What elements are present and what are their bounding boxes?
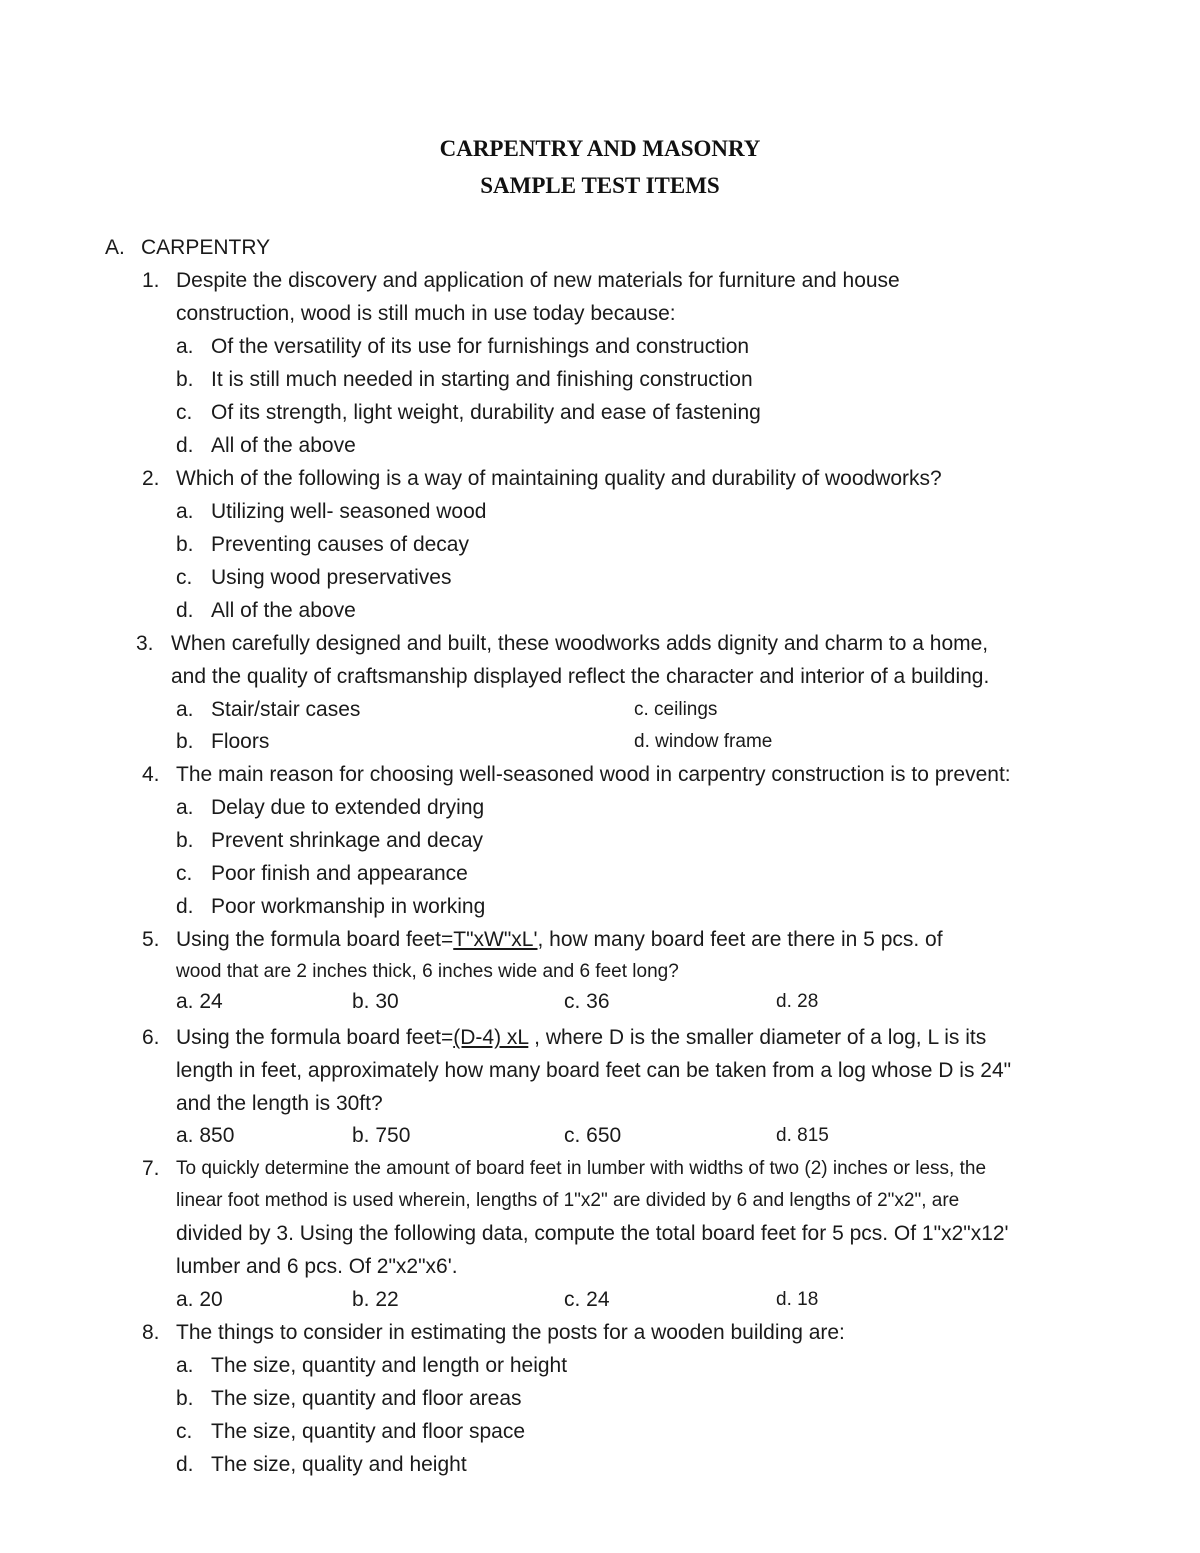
question-text-segment: , where D is the smaller diameter of a log, L is its — [528, 1026, 987, 1049]
option-text: d. window frame — [634, 731, 773, 752]
question-text: length in feet, approximately how many board feet can be taken from a log whose D is 24" — [176, 1059, 1012, 1082]
option-letter: a. — [176, 796, 194, 819]
question-text: construction, wood is still much in use today because: — [176, 302, 676, 325]
section-marker: A. — [105, 236, 125, 259]
formula: T"xW"xL' — [453, 928, 538, 951]
answer-choice: a. 850 — [176, 1124, 235, 1147]
option-text: The size, quantity and length or height — [211, 1354, 568, 1377]
option-letter: a. — [176, 500, 194, 523]
question-text: wood that are 2 inches thick, 6 inches wide and 6 feet long? — [176, 961, 679, 982]
question-text: The main reason for choosing well-seasoned wood in carpentry construction is to prevent: — [176, 763, 1011, 786]
option-text: It is still much needed in starting and finishing construction — [211, 368, 753, 391]
question-text: and the length is 30ft? — [176, 1092, 383, 1115]
question-number: 1. — [142, 269, 160, 292]
option-letter: b. — [176, 829, 194, 852]
question-number: 8. — [142, 1321, 160, 1344]
question-text: and the quality of craftsmanship displayed reflect the character and interior of a building. — [171, 665, 990, 688]
option-text: Using wood preservatives — [211, 566, 452, 589]
question-number: 7. — [142, 1157, 160, 1180]
answer-choice: b. 22 — [352, 1288, 399, 1311]
answer-choice: d. 28 — [776, 991, 819, 1012]
answer-choice: b. 750 — [352, 1124, 411, 1147]
option-letter: c. — [176, 566, 193, 589]
option-letter: c. — [176, 862, 193, 885]
question-text: lumber and 6 pcs. Of 2"x2"x6'. — [176, 1255, 458, 1278]
option-text: The size, quantity and floor space — [211, 1420, 526, 1443]
answer-choice: d. 18 — [776, 1289, 819, 1310]
answer-choice: c. 36 — [564, 990, 610, 1013]
question-number: 3. — [136, 632, 154, 655]
option-text: Utilizing well- seasoned wood — [211, 500, 487, 523]
option-text: Of its strength, light weight, durability and ease of fastening — [211, 401, 761, 424]
question-text — [176, 1027, 986, 1048]
option-letter: d. — [176, 1453, 194, 1476]
section-name: CARPENTRY — [141, 236, 271, 259]
question-number: 5. — [142, 928, 160, 951]
option-letter: d. — [176, 895, 194, 918]
option-text: All of the above — [211, 599, 356, 622]
option-letter: b. — [176, 533, 194, 556]
question-text: linear foot method is used wherein, lengths of 1"x2" are divided by 6 and lengths of 2"x2", are — [176, 1190, 960, 1211]
question-number: 4. — [142, 763, 160, 786]
option-text: Floors — [211, 730, 270, 753]
question-text-segment: , how many board feet are there in 5 pcs. of — [537, 928, 943, 951]
formula: (D-4) xL — [453, 1026, 529, 1049]
question-text-segment: Using the formula board feet= — [176, 1026, 454, 1049]
option-letter: c. — [176, 1420, 193, 1443]
option-text: Of the versatility of its use for furnishings and construction — [211, 335, 750, 358]
answer-choice: a. 24 — [176, 990, 223, 1013]
option-letter: b. — [176, 368, 194, 391]
answer-choice: a. 20 — [176, 1288, 223, 1311]
option-text: The size, quantity and floor areas — [211, 1387, 522, 1410]
option-letter: d. — [176, 599, 194, 622]
option-text: Delay due to extended drying — [211, 796, 485, 819]
option-text: The size, quality and height — [211, 1453, 467, 1476]
answer-choice: d. 815 — [776, 1125, 829, 1146]
option-text: Stair/stair cases — [211, 698, 361, 721]
option-letter: b. — [176, 1387, 194, 1410]
document-title: CARPENTRY AND MASONRY — [439, 136, 761, 161]
option-text: c. ceilings — [634, 699, 718, 720]
question-number: 2. — [142, 467, 160, 490]
option-text: All of the above — [211, 434, 356, 457]
option-letter: a. — [176, 335, 194, 358]
option-letter: b. — [176, 730, 194, 753]
document-subtitle: SAMPLE TEST ITEMS — [480, 173, 720, 198]
option-letter: d. — [176, 434, 194, 457]
option-text: Prevent shrinkage and decay — [211, 829, 484, 852]
question-text: To quickly determine the amount of board feet in lumber with widths of two (2) inches or less, the — [176, 1158, 987, 1179]
option-text: Poor finish and appearance — [211, 862, 468, 885]
question-text: When carefully designed and built, these woodworks adds dignity and charm to a home, — [171, 632, 989, 655]
question-text-segment: Using the formula board feet= — [176, 928, 454, 951]
question-number: 6. — [142, 1026, 160, 1049]
option-text: Preventing causes of decay — [211, 533, 469, 556]
option-letter: c. — [176, 401, 193, 424]
answer-choice: c. 24 — [564, 1288, 610, 1311]
question-text — [176, 929, 943, 950]
question-text: Which of the following is a way of maintaining quality and durability of woodworks? — [176, 467, 942, 490]
question-text: Despite the discovery and application of new materials for furniture and house — [176, 269, 900, 292]
answer-choice: c. 650 — [564, 1124, 622, 1147]
option-letter: a. — [176, 698, 194, 721]
answer-choice: b. 30 — [352, 990, 399, 1013]
question-text: divided by 3. Using the following data, compute the total board feet for 5 pcs. Of 1"x2"x12' — [176, 1222, 1009, 1245]
option-letter: a. — [176, 1354, 194, 1377]
option-text: Poor workmanship in working — [211, 895, 486, 918]
question-text: The things to consider in estimating the posts for a wooden building are: — [176, 1321, 845, 1344]
